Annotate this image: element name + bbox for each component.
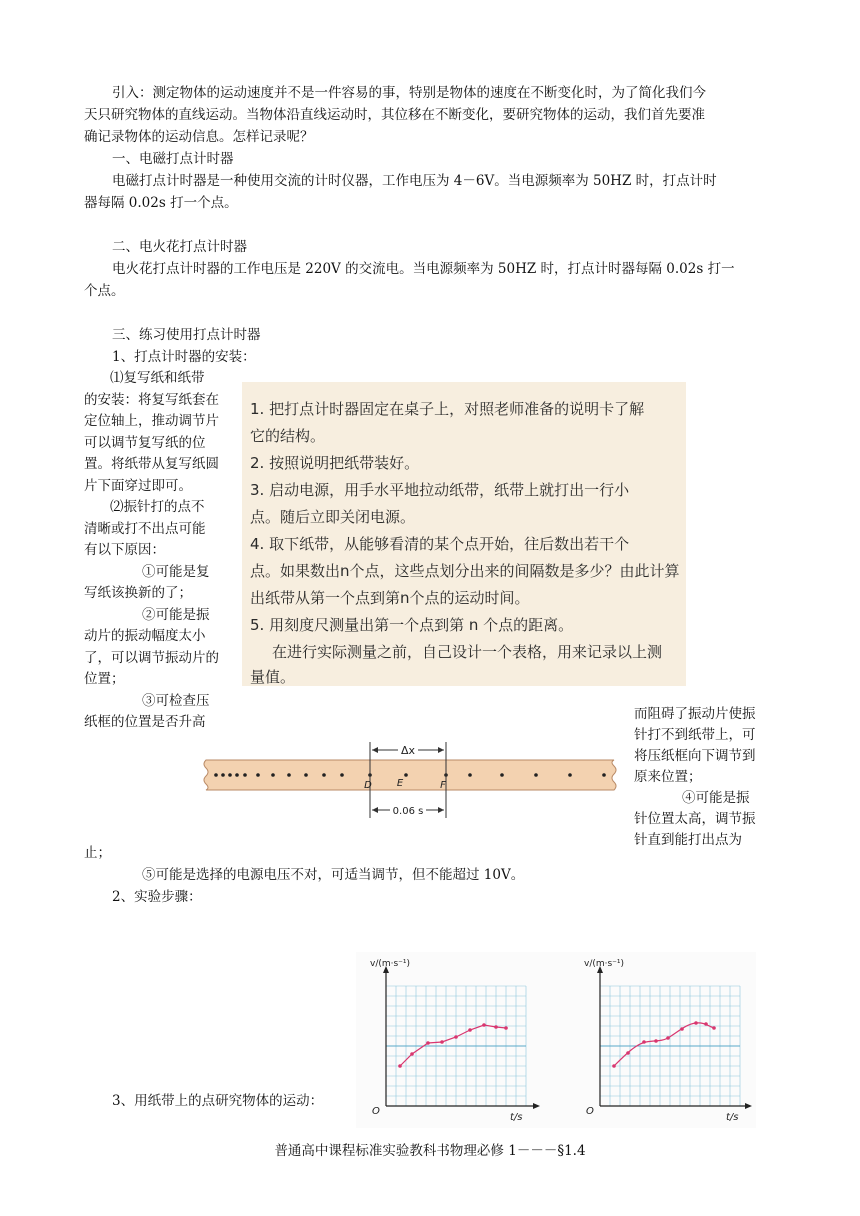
note-line: 有以下原因： bbox=[84, 542, 165, 558]
label-e: E bbox=[396, 778, 404, 789]
note-line: 位置； bbox=[84, 671, 125, 687]
data-point bbox=[704, 1022, 708, 1026]
paper-tape-diagram bbox=[200, 738, 620, 822]
arrowhead bbox=[372, 747, 378, 753]
textbook-steps-image bbox=[242, 382, 686, 686]
note-line: 针打不到纸带上，可 bbox=[634, 727, 756, 743]
label-f: F bbox=[440, 780, 446, 791]
tape-dot bbox=[228, 773, 232, 777]
tape-dot bbox=[468, 773, 472, 777]
tape-dot bbox=[214, 773, 218, 777]
note-line: 了，可以调节振动片的 bbox=[84, 649, 219, 666]
note-line: 清晰或打不出点可能 bbox=[84, 520, 206, 537]
book-step-4a: 4. 取下纸带，从能够看清的某个点开始，往后数出若干个 bbox=[250, 535, 630, 553]
stop-line: 止； bbox=[84, 845, 111, 861]
data-point bbox=[626, 1051, 630, 1055]
section1-line-2: 器每隔 0.02s 打一个点。 bbox=[84, 195, 238, 211]
x-axis-label: t/s bbox=[726, 1112, 739, 1123]
note-line: 原来位置； bbox=[634, 769, 702, 785]
arrowhead bbox=[438, 807, 444, 813]
note-line: ③可检查压 bbox=[142, 692, 210, 709]
label-d: D bbox=[364, 780, 372, 791]
note-line: 定位轴上，推动调节片 bbox=[84, 413, 219, 429]
note-line: 纸框的位置是否升高 bbox=[84, 714, 206, 730]
section1-line-1: 电磁打点计时器是一种使用交流的计时仪器，工作电压为 4－6V。当电源频率为 50HZ 时，打点计时 bbox=[112, 173, 717, 189]
data-point bbox=[482, 1023, 486, 1027]
intro-line-1: 引入：测定物体的运动速度并不是一件容易的事，特别是物体的速度在不断变化时，为了简化我们今 bbox=[112, 85, 706, 101]
section3-sub2: 2、实验步骤： bbox=[112, 889, 202, 905]
paper-tape bbox=[204, 760, 616, 790]
book-step-4b: 点。如果数出n个点，这些点划分出来的间隔数是多少？由此计算 bbox=[250, 562, 680, 580]
section2-line-1: 电火花打点计时器的工作电压是 220V 的交流电。当电源频率为 50HZ 时，打点计时器每隔 0.02s 打一 bbox=[112, 261, 735, 277]
note-line: 将压纸框向下调节到 bbox=[634, 748, 756, 764]
intro-line-2: 天只研究物体的直线运动。当物体沿直线运动时，其位移在不断变化，要研究物体的运动，我们首先要准 bbox=[84, 107, 705, 123]
data-point bbox=[612, 1064, 616, 1068]
book-step-6b: 量值。 bbox=[250, 668, 296, 686]
data-point bbox=[642, 1040, 646, 1044]
book-step-5: 5. 用刻度尺测量出第一个点到第 n 个点的距离。 bbox=[250, 616, 574, 634]
origin-label: O bbox=[372, 1106, 380, 1117]
data-point bbox=[712, 1026, 716, 1030]
note-line: 针位置太高，调节振 bbox=[634, 811, 756, 827]
note-line: ②可能是振 bbox=[142, 606, 210, 623]
book-step-2: 2. 按照说明把纸带装好。 bbox=[250, 454, 420, 472]
note-line: 写纸该换新的了； bbox=[84, 585, 192, 601]
book-step-4c: 出纸带从第一个点到第n个点的运动时间。 bbox=[250, 589, 530, 607]
note-line: 可以调节复写纸的位 bbox=[84, 434, 206, 451]
book-step-6a: 在进行实际测量之前，自己设计一个表格，用来记录以上测 bbox=[272, 643, 663, 661]
tape-dot bbox=[534, 773, 538, 777]
tape-dot bbox=[602, 773, 606, 777]
book-step-1b: 它的结构。 bbox=[250, 427, 326, 445]
data-point bbox=[654, 1039, 658, 1043]
tape-dot bbox=[271, 773, 275, 777]
data-point bbox=[680, 1027, 684, 1031]
origin-label: O bbox=[586, 1106, 594, 1117]
note-line: ⑴复写纸和纸带 bbox=[110, 370, 205, 386]
note-line: ⑵振针打的点不 bbox=[110, 499, 205, 515]
data-point bbox=[440, 1040, 444, 1044]
data-point bbox=[694, 1021, 698, 1025]
page-footer: 普通高中课程标准实验教科书物理必修 1－－－§1.4 bbox=[274, 1143, 586, 1159]
data-point bbox=[410, 1052, 414, 1056]
time-label: 0.06 s bbox=[392, 806, 424, 817]
y-axis-label: v/(m·s⁻¹) bbox=[584, 959, 625, 969]
data-point bbox=[426, 1041, 430, 1045]
note-line: ①可能是复 bbox=[142, 563, 210, 580]
tape-dot bbox=[256, 773, 260, 777]
data-point bbox=[504, 1026, 508, 1030]
book-step-3a: 3. 启动电源，用手水平地拉动纸带，纸带上就打出一行小 bbox=[250, 481, 630, 499]
data-point bbox=[666, 1036, 670, 1040]
tape-dot bbox=[235, 773, 239, 777]
data-point bbox=[494, 1025, 498, 1029]
tape-dot-e bbox=[404, 773, 408, 777]
tape-body bbox=[204, 760, 616, 790]
section3-sub1: 1、打点计时器的安装： bbox=[112, 349, 256, 365]
data-point bbox=[398, 1064, 402, 1068]
tape-dot bbox=[322, 773, 326, 777]
arrowhead bbox=[438, 747, 444, 753]
book-step-3b: 点。随后立即关闭电源。 bbox=[250, 508, 416, 526]
arrowhead bbox=[372, 807, 378, 813]
y-axis-label: v/(m·s⁻¹) bbox=[370, 959, 411, 969]
section3-sub3: 3、用纸带上的点研究物体的运动： bbox=[112, 1093, 324, 1109]
section2-heading: 二、电火花打点计时器 bbox=[112, 239, 247, 255]
item-5: ⑤可能是选择的电源电压不对，可适当调节，但不能超过 10V。 bbox=[142, 867, 525, 883]
note-line: 片下面穿过即可。 bbox=[84, 477, 192, 494]
note-line: ④可能是振 bbox=[682, 790, 750, 806]
install-notes-column bbox=[84, 368, 224, 734]
note-line: 针直到能打出点为 bbox=[634, 832, 742, 848]
note-line: 动片的振动幅度太小 bbox=[84, 628, 206, 644]
section1-heading: 一、电磁打点计时器 bbox=[112, 151, 234, 167]
note-line: 而阻碍了振动片使振 bbox=[634, 706, 756, 722]
tape-dot bbox=[221, 773, 225, 777]
section2-line-2: 个点。 bbox=[84, 283, 125, 299]
note-line: 置。将纸带从复写纸圆 bbox=[84, 456, 219, 472]
tape-dot bbox=[287, 773, 291, 777]
data-point bbox=[468, 1028, 472, 1032]
tape-dot bbox=[568, 773, 572, 777]
note-line: 的安装：将复写纸套在 bbox=[84, 391, 219, 408]
section3-heading: 三、练习使用打点计时器 bbox=[112, 327, 261, 343]
tape-dot bbox=[243, 773, 247, 777]
intro-line-3: 确记录物体的运动信息。怎样记录呢？ bbox=[84, 129, 314, 145]
dx-label: Δx bbox=[400, 744, 416, 757]
x-axis-label: t/s bbox=[510, 1112, 523, 1123]
data-point bbox=[454, 1035, 458, 1039]
book-step-1a: 1. 把打点计时器固定在桌子上，对照老师准备的说明卡了解 bbox=[250, 400, 645, 418]
install-notes-continued bbox=[634, 704, 784, 851]
tape-dot bbox=[340, 773, 344, 777]
tape-dot bbox=[500, 773, 504, 777]
tape-dot bbox=[304, 773, 308, 777]
